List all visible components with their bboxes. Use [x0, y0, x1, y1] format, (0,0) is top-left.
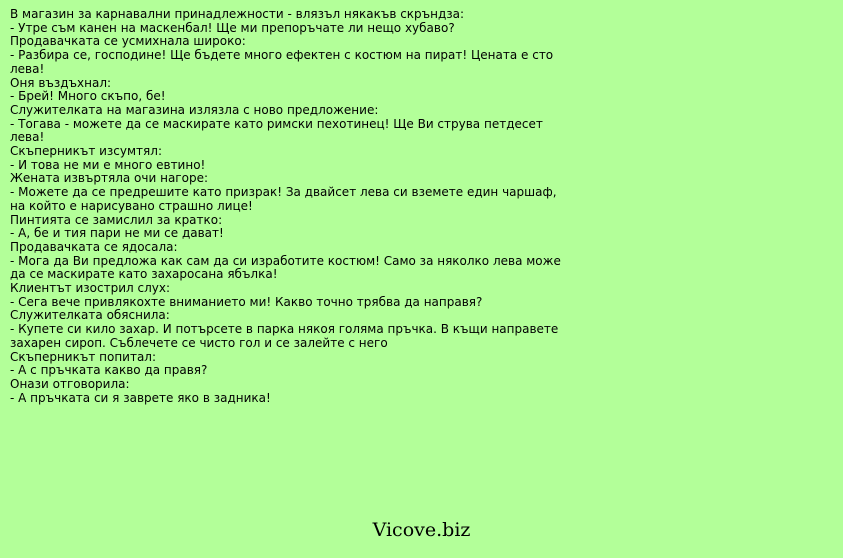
- joke-line: захарен сироп. Съблечете се чисто гол и се залейте с него: [10, 335, 388, 350]
- joke-line: на който е нарисувано страшно лице!: [10, 198, 253, 213]
- joke-line: Жената извъртяла очи нагоре:: [10, 171, 208, 186]
- site-footer: Vicove.biz: [372, 519, 471, 541]
- joke-line: Онази отговорила:: [10, 376, 130, 391]
- joke-line: В магазин за карнавални принадлежности - влязъл някакъв скръндза:: [10, 7, 465, 21]
- joke-line: - И това не ми е много евтино!: [10, 157, 206, 172]
- joke-line: Служителката на магазина излязла с ново предложение:: [10, 102, 379, 117]
- joke-line: да се маскирате като захаросана ябълка!: [10, 267, 278, 282]
- joke-line: - Утре съм канен на маскенбал! Ще ми препоръчате ли нещо хубаво?: [10, 20, 455, 35]
- joke-line: - Брей! Много скъпо, бе!: [10, 89, 166, 104]
- joke-line: - Сега вече привлякохте вниманието ми! Какво точно трябва да направя?: [10, 294, 483, 309]
- joke-line: Оня въздъхнал:: [10, 75, 112, 90]
- joke-line: - А, бе и тия пари не ми се дават!: [10, 226, 224, 241]
- joke-line: Служителката обяснила:: [10, 308, 170, 323]
- joke-line: Клиентът изострил слух:: [10, 281, 171, 296]
- joke-line: - Можете да се предрешите като призрак! За двайсет лева си вземете един чаршаф,: [10, 185, 557, 200]
- joke-line: Пинтията се замислил за кратко:: [10, 212, 223, 227]
- joke-line: Продавачката се ядосала:: [10, 239, 178, 254]
- joke-line: - А пръчката си я заврете яко в задника!: [10, 390, 271, 405]
- joke-text: [10, 8, 580, 405]
- joke-line: Скъперникът изсумтял:: [10, 144, 162, 159]
- joke-line: лева!: [10, 130, 45, 145]
- joke-line: - Купете си кило захар. И потърсете в парка някоя голяма пръчка. В къщи направете: [10, 322, 559, 337]
- joke-line: - Тогава - можете да се маскирате като римски пехотинец! Ще Ви струва петдесет: [10, 116, 543, 131]
- joke-line: - А с пръчката какво да правя?: [10, 363, 208, 378]
- joke-line: Скъперникът попитал:: [10, 349, 157, 364]
- joke-line: - Мога да Ви предложа как сам да си изработите костюм! Само за няколко лева може: [10, 253, 561, 268]
- joke-line: Продавачката се усмихнала широко:: [10, 34, 246, 49]
- joke-line: - Разбира се, господине! Ще бъдете много ефектен с костюм на пират! Цената е сто: [10, 48, 554, 63]
- joke-line: лева!: [10, 61, 45, 76]
